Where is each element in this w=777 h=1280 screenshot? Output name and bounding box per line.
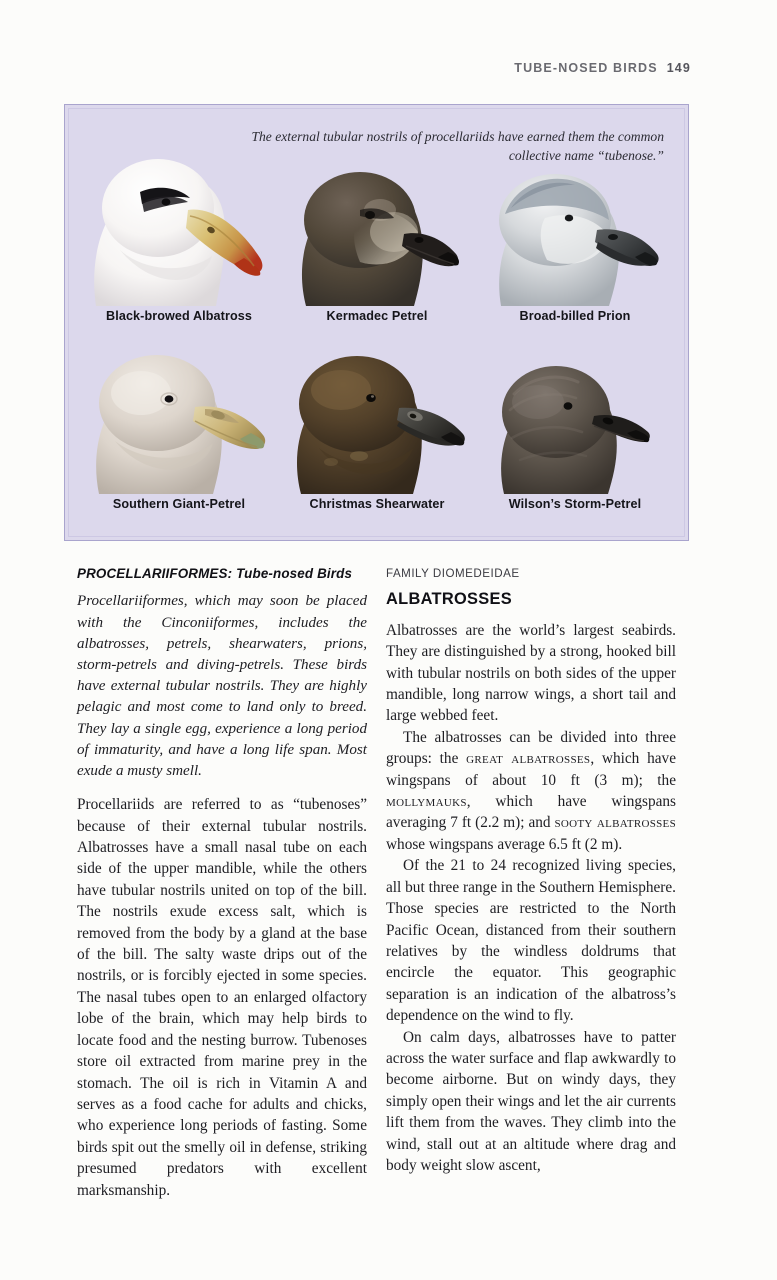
broad-billed-prion-icon <box>485 158 665 308</box>
black-browed-albatross-icon <box>84 146 274 308</box>
kermadec-petrel-portrait <box>277 143 477 308</box>
right-body-paragraph-4: On calm days, albatrosses have to patter across the water surface and flap awkwardly to become airborne. But on windy days, they simply open their wings and let the air currents lift them from the waves. They climb into the wind, stall out at an altitude where drag and body weight slow ascent, <box>386 1028 676 1174</box>
order-heading: PROCELLARIIFORMES: Tube-nosed Birds <box>77 566 353 581</box>
wilsons-storm-petrel-icon <box>486 348 664 496</box>
christmas-shearwater-icon <box>285 344 469 496</box>
small-caps-great-albatrosses: great albatrosses <box>466 750 591 768</box>
bird-label: Christmas Shearwater <box>309 497 445 511</box>
southern-giant-petrel-portrait <box>79 331 279 496</box>
family-label: FAMILY DIOMEDEIDAE <box>386 567 520 580</box>
bird-label: Black-browed Albatross <box>106 309 252 323</box>
left-text-column <box>77 563 367 1201</box>
left-body-paragraph-1: Procellariids are referred to as “tubenoses” because of their external tubular nostrils. Albatrosses have a small nasal tube on each side of the upper mandible, while the others have tubular nostrils united on top of the bill. The nostrils exude excess salt, which is removed from the body by a gland at the base of the bill. The salty waste drips out of the nostrils, or is forcibly ejected in some species. The nasal tubes open to an enlarged olfactory lobe of the brain, which may help birds to locate food and the nesting burrow. Tubenoses store oil extracted from marine prey in the stomach. The oil is rich in Vitamin A and serves as a food cache for adults and chicks, who experience long periods of fasting. Some birds spit out the smelly oil in defense, striking presumed predators with excellent marksmanship. <box>77 796 367 1199</box>
p2-text-1: The albatrosses can be divided into three groups: the <box>386 728 676 768</box>
family-heading: ALBATROSSES <box>386 590 512 609</box>
p2-text-2: , which have wingspans of about 10 ft (3 m); the <box>386 750 676 789</box>
black-browed-albatross-portrait <box>79 143 279 308</box>
bird-cell-wilsons-storm-petrel <box>475 331 675 511</box>
kermadec-petrel-icon <box>288 158 466 308</box>
bird-cell-kermadec-petrel <box>277 143 477 323</box>
bird-label: Southern Giant-Petrel <box>112 497 246 511</box>
christmas-shearwater-portrait <box>277 331 477 496</box>
bird-cell-christmas-shearwater <box>277 331 477 511</box>
p2-text-4: whose wingspans average 6.5 ft (2 m). <box>386 835 623 853</box>
order-intro-paragraph: Procellariiformes, which may soon be placed with the Cinconiiformes, includes the albatrosses, petrels, shearwaters, prions, storm-petrels and diving-petrels. These birds have external tubular nostrils. They are highly pelagic and most come to land only to breed. They lay a single egg, experience a long period of immaturity, and have a long life span. Most exude a musty smell. <box>77 593 367 780</box>
right-body-paragraph-2 <box>386 727 676 855</box>
small-caps-mollymauks: mollymauks <box>386 793 467 811</box>
bird-label: Wilson’s Storm-Petrel <box>508 497 642 511</box>
bird-cell-broad-billed-prion <box>475 143 675 323</box>
right-body-paragraph-3: Of the 21 to 24 recognized living species, all but three range in the Southern Hemisphere. Those species are restricted to the North Pacific Ocean, distanced from their southern relatives by the windless doldrums that encircle the equator. This geographic separation is an indication of the albatross’s dependence on the wind to fly. <box>386 857 676 1025</box>
broad-billed-prion-portrait <box>475 143 675 308</box>
plate-row-top <box>65 143 688 343</box>
p2-text-3: , which have wingspans averaging 7 ft (2.2 m); and <box>386 793 676 832</box>
southern-giant-petrel-icon <box>85 341 273 496</box>
wilsons-storm-petrel-portrait <box>475 331 675 496</box>
plate-caption: The external tubular nostrils of procellariids have earned them the common collective name “tubenose.” <box>251 129 664 163</box>
small-caps-sooty-albatrosses: sooty albatrosses <box>554 814 676 832</box>
bird-label: Broad-billed Prion <box>519 309 631 323</box>
running-head-title: TUBE-NOSED BIRDS <box>514 61 658 75</box>
bird-label: Kermadec Petrel <box>326 309 428 323</box>
right-body-paragraph-1: Albatrosses are the world’s largest seabirds. They are distinguished by a strong, hooked bill with tubular nostrils on both sides of the upper mandible, long narrow wings, a short tail and large webbed feet. <box>386 621 676 725</box>
right-text-column <box>386 563 676 1176</box>
bird-cell-black-browed-albatross <box>79 143 279 323</box>
running-head <box>514 61 691 75</box>
page-number: 149 <box>666 61 691 75</box>
bird-cell-southern-giant-petrel <box>79 331 279 511</box>
illustration-plate <box>64 104 689 541</box>
plate-row-bottom <box>65 331 688 531</box>
